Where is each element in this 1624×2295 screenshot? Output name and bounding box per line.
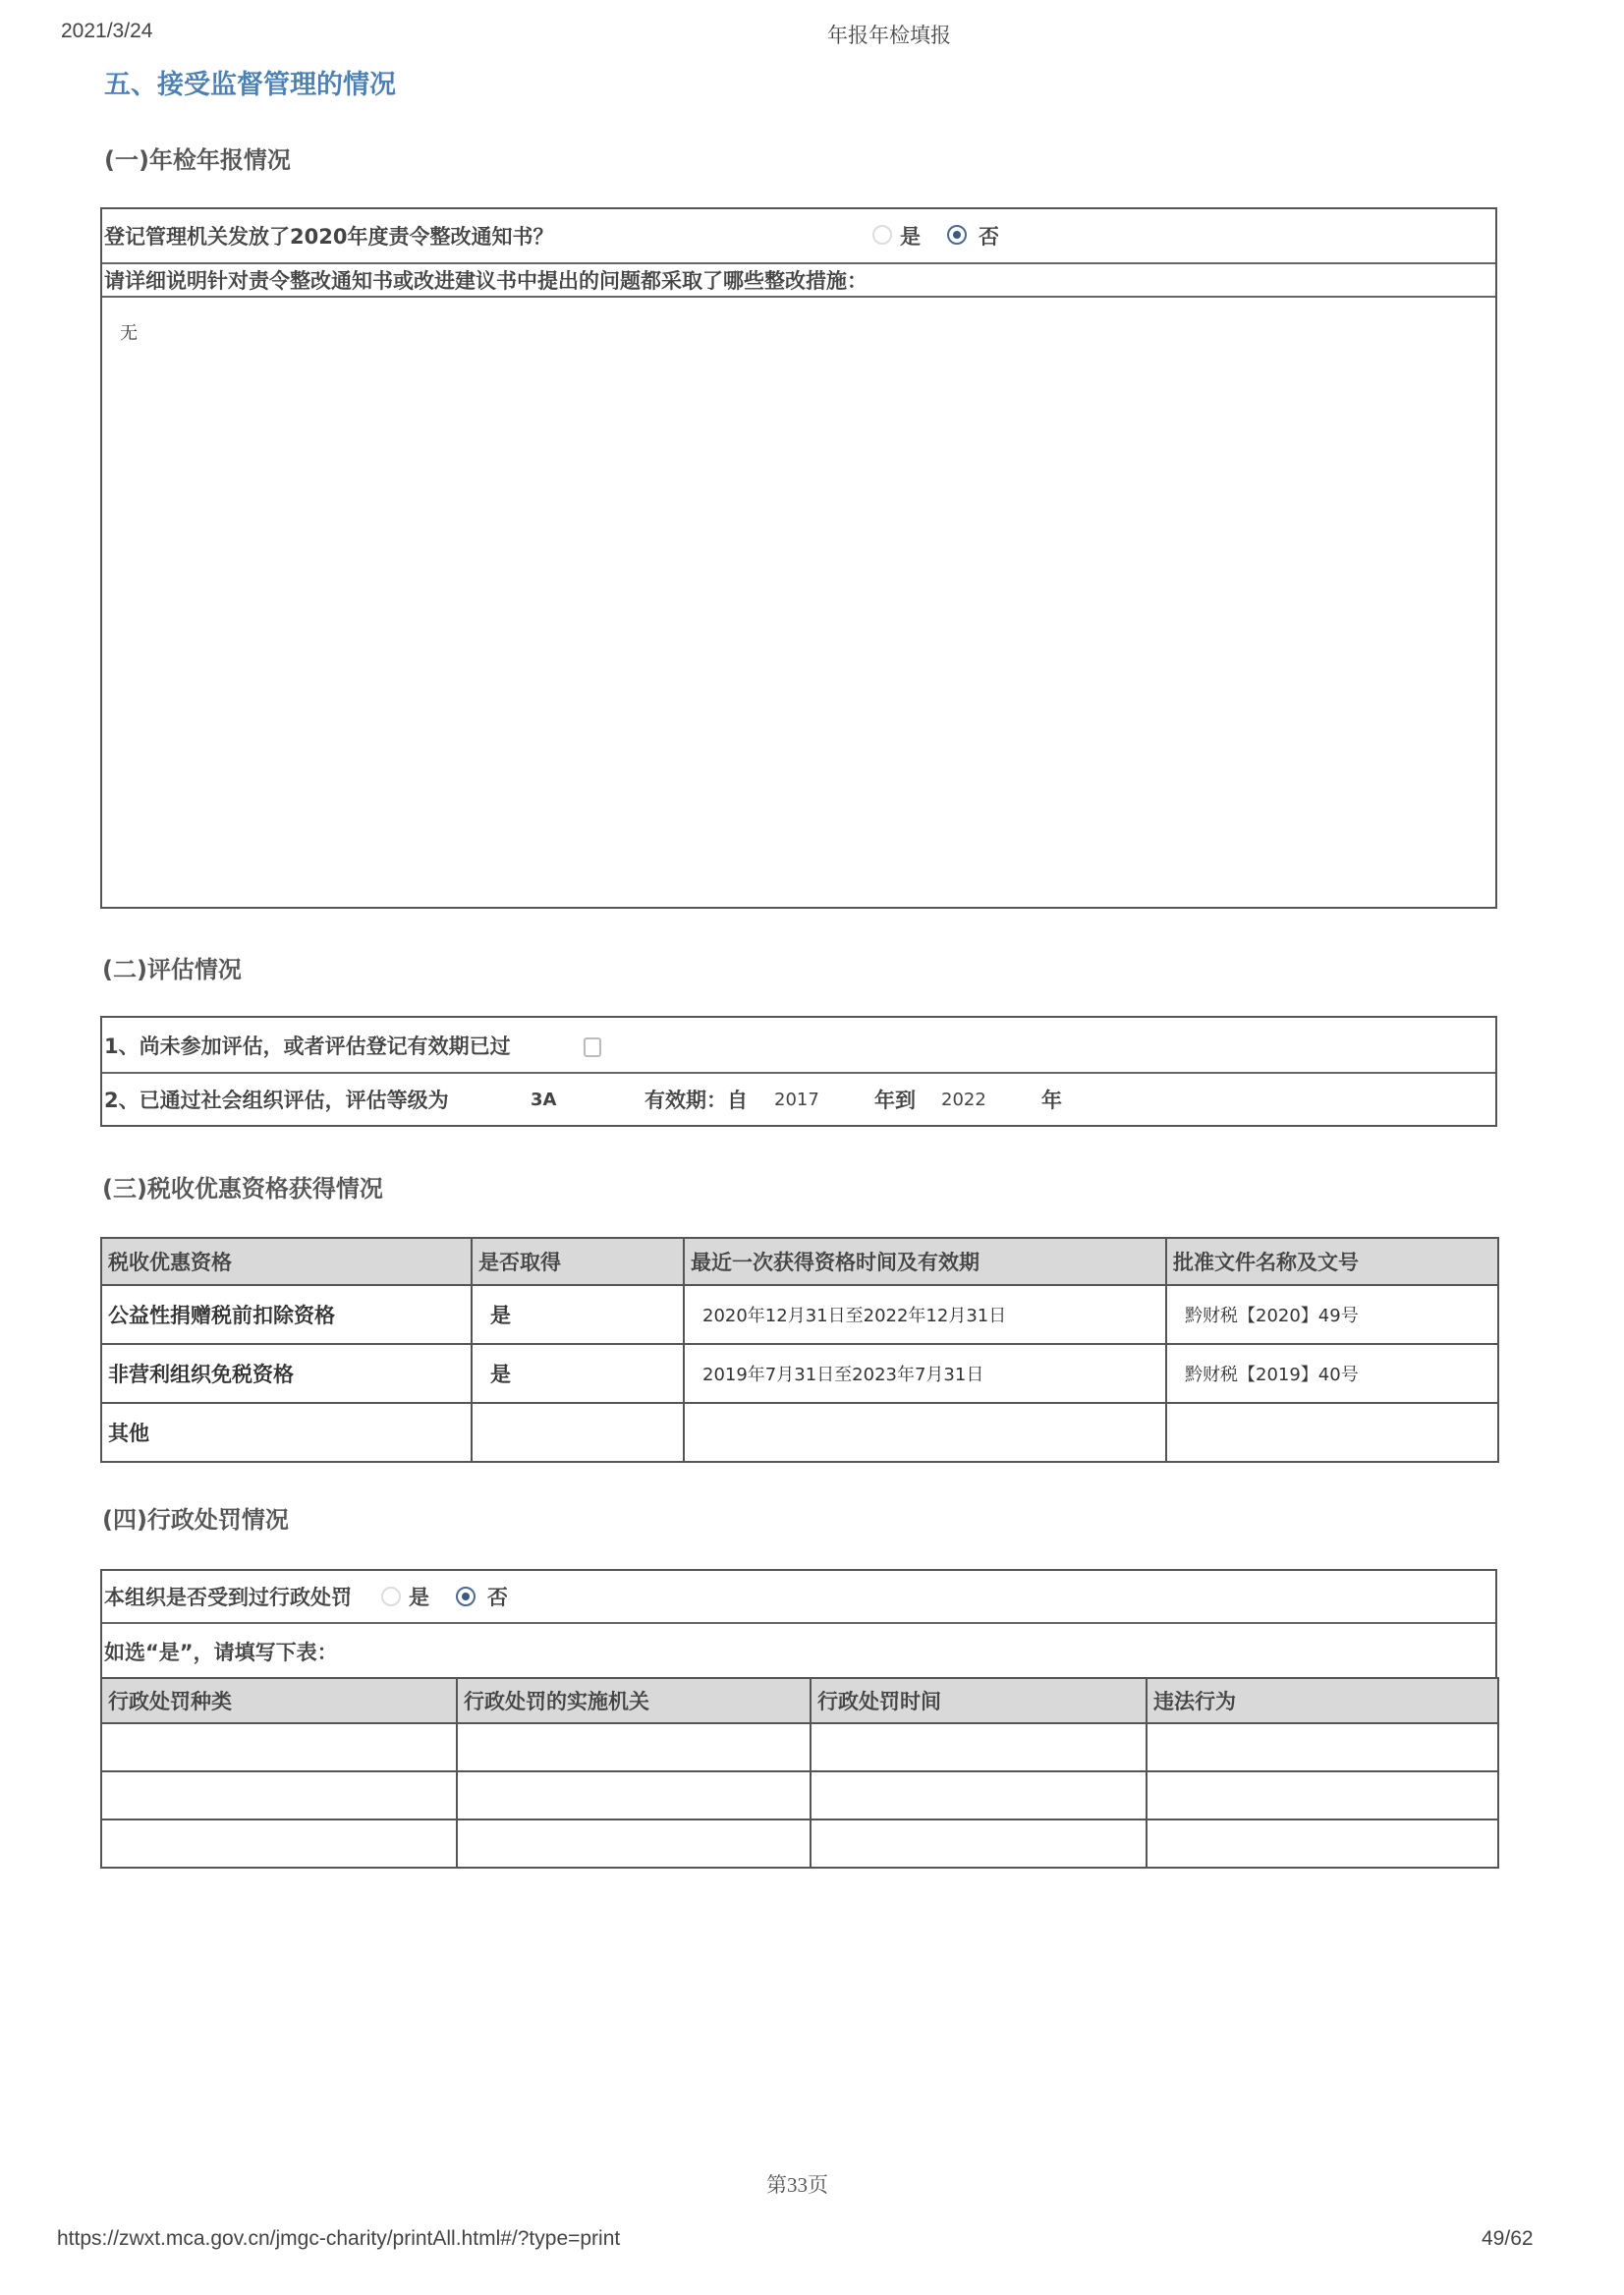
radio-penalty-yes-label: 是 — [409, 1586, 429, 1609]
tax-cell — [472, 1403, 684, 1462]
penalty-header-cell: 行政处罚的实施机关 — [457, 1678, 811, 1723]
tax-cell — [684, 1403, 1166, 1462]
radio-penalty-yes[interactable] — [381, 1587, 401, 1606]
evaluation-title: (二)评估情况 — [102, 956, 242, 983]
valid-from-label: 有效期：自 — [644, 1089, 748, 1112]
penalty-question: 本组织是否受到过行政处罚 — [104, 1586, 352, 1609]
penalty-header-cell: 行政处罚时间 — [811, 1678, 1147, 1723]
rectification-prompt: 请详细说明针对责令整改通知书或改进建议书中提出的问题都采取了哪些整改措施： — [104, 269, 868, 293]
tax-header-cell: 是否取得 — [472, 1238, 684, 1285]
tax-header-cell: 批准文件名称及文号 — [1166, 1238, 1498, 1285]
tax-cell — [1166, 1403, 1498, 1462]
rectification-question-row — [102, 209, 1495, 264]
table-row — [101, 1771, 1498, 1819]
radio-penalty-no-label: 否 — [487, 1586, 508, 1609]
penalty-header-cell: 行政处罚种类 — [101, 1678, 457, 1723]
table-row — [101, 1723, 1498, 1771]
tax-title: (三)税收优惠资格获得情况 — [102, 1175, 383, 1203]
tax-cell: 2019年7月31日至2023年7月31日 — [684, 1344, 1166, 1403]
rectification-question: 登记管理机关发放了2020年度责令整改通知书？ — [104, 225, 554, 249]
annual-review-title: (一)年检年报情况 — [104, 146, 291, 174]
evaluation-box — [100, 1016, 1497, 1127]
footer-page-count: 49/62 — [1482, 2227, 1534, 2250]
evaluation-row-1 — [102, 1018, 1495, 1074]
penalty-header-cell: 违法行为 — [1147, 1678, 1498, 1723]
penalty-title: (四)行政处罚情况 — [102, 1506, 289, 1534]
tax-cell: 公益性捐赠税前扣除资格 — [101, 1285, 472, 1344]
tax-cell: 是 — [472, 1285, 684, 1344]
radio-yes-label: 是 — [900, 225, 921, 249]
evaluation-row-2 — [102, 1074, 1495, 1125]
radio-no[interactable] — [947, 225, 967, 245]
footer-url: https://zwxt.mca.gov.cn/jmgc-charity/printAll.html#/?type=print — [57, 2227, 621, 2250]
penalty-header-row — [101, 1678, 1498, 1723]
page-header-title: 年报年检填报 — [827, 25, 951, 47]
penalty-box — [100, 1569, 1497, 1677]
evaluation-level: 3A — [531, 1089, 557, 1110]
radio-yes[interactable] — [872, 225, 892, 245]
table-row — [101, 1819, 1498, 1868]
tax-cell: 2020年12月31日至2022年12月31日 — [684, 1285, 1166, 1344]
tax-table — [100, 1237, 1499, 1463]
tax-cell: 黔财税【2019】40号 — [1166, 1344, 1498, 1403]
page-number: 第33页 — [766, 2173, 828, 2197]
table-row — [101, 1403, 1498, 1462]
section-title: 五、接受监督管理的情况 — [104, 70, 396, 100]
tax-cell: 其他 — [101, 1403, 472, 1462]
not-evaluated-label: 1、尚未参加评估，或者评估登记有效期已过 — [104, 1034, 511, 1058]
radio-penalty-no[interactable] — [456, 1587, 476, 1606]
year-suffix: 年 — [1041, 1089, 1062, 1112]
valid-from-year: 2017 — [774, 1089, 819, 1110]
print-date: 2021/3/24 — [61, 20, 153, 42]
evaluated-label: 2、已通过社会组织评估，评估等级为 — [104, 1089, 449, 1112]
tax-cell: 黔财税【2020】49号 — [1166, 1285, 1498, 1344]
tax-header-row — [101, 1238, 1498, 1285]
penalty-table — [100, 1677, 1499, 1869]
tax-header-cell: 最近一次获得资格时间及有效期 — [684, 1238, 1166, 1285]
tax-cell: 非营利组织免税资格 — [101, 1344, 472, 1403]
tax-cell: 是 — [472, 1344, 684, 1403]
penalty-note-row — [102, 1624, 1495, 1679]
rectification-prompt-row — [102, 264, 1495, 298]
radio-no-label: 否 — [979, 225, 999, 249]
table-row — [101, 1285, 1498, 1344]
penalty-question-row — [102, 1571, 1495, 1624]
penalty-fill-note: 如选“是”，请填写下表： — [104, 1641, 338, 1664]
rectification-answer: 无 — [120, 323, 138, 344]
annual-review-box — [100, 207, 1497, 909]
tax-header-cell: 税收优惠资格 — [101, 1238, 472, 1285]
valid-to-label: 年到 — [874, 1089, 916, 1112]
valid-to-year: 2022 — [941, 1089, 986, 1110]
not-evaluated-checkbox[interactable] — [584, 1037, 601, 1057]
table-row — [101, 1344, 1498, 1403]
